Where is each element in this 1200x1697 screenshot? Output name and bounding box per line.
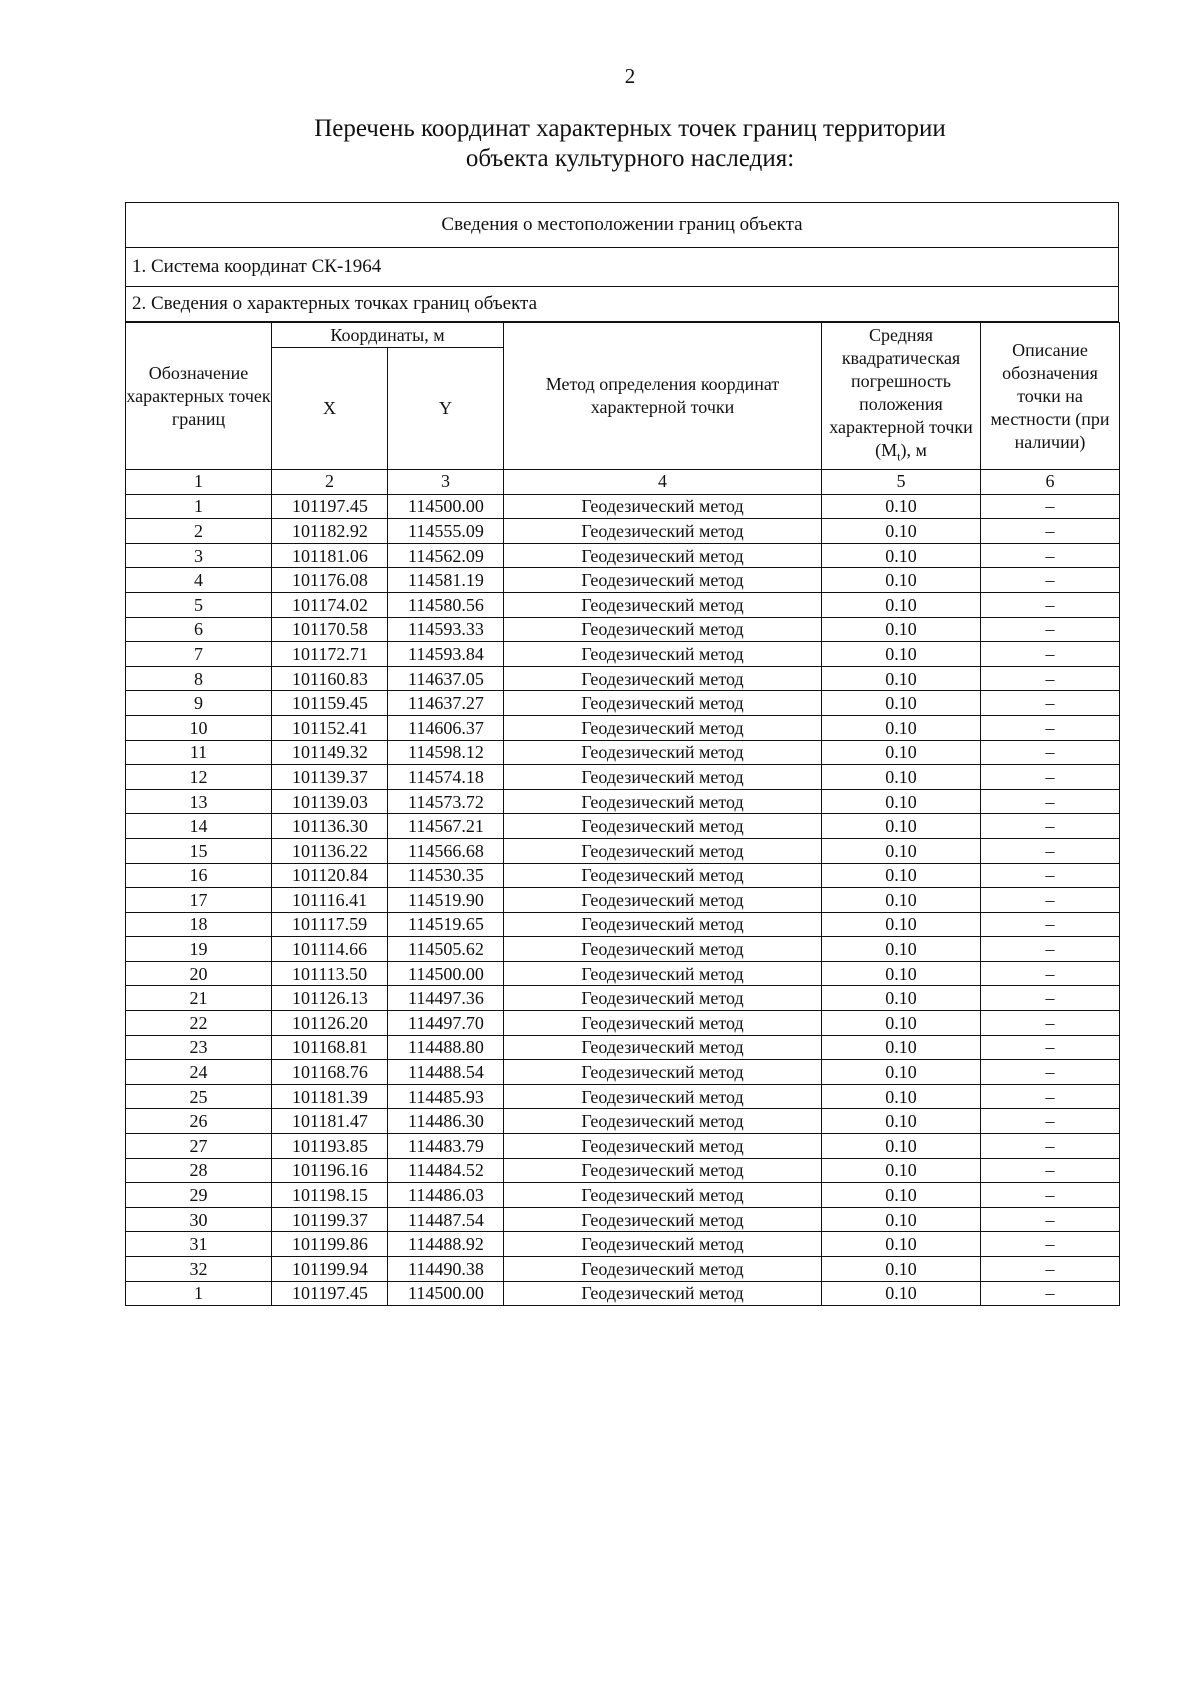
x-coordinate-cell: 101139.37 bbox=[272, 765, 388, 790]
x-coordinate-cell: 101199.37 bbox=[272, 1207, 388, 1232]
point-number-cell: 24 bbox=[126, 1060, 272, 1085]
error-cell: 0.10 bbox=[822, 986, 981, 1011]
method-cell: Геодезический метод bbox=[504, 642, 822, 667]
point-number-cell: 4 bbox=[126, 568, 272, 593]
method-cell: Геодезический метод bbox=[504, 617, 822, 642]
error-cell: 0.10 bbox=[822, 519, 981, 544]
document-title bbox=[0, 114, 1200, 174]
x-coordinate-cell: 101126.20 bbox=[272, 1011, 388, 1036]
x-coordinate-cell: 101160.83 bbox=[272, 666, 388, 691]
error-cell: 0.10 bbox=[822, 1158, 981, 1183]
point-number-cell: 21 bbox=[126, 986, 272, 1011]
error-cell: 0.10 bbox=[822, 494, 981, 519]
page-number: 2 bbox=[624, 64, 636, 88]
x-coordinate-cell: 101149.32 bbox=[272, 740, 388, 765]
description-cell: – bbox=[981, 1281, 1120, 1306]
table-row bbox=[126, 592, 1120, 617]
y-coordinate-cell: 114593.84 bbox=[388, 642, 504, 667]
method-cell: Геодезический метод bbox=[504, 592, 822, 617]
y-coordinate-cell: 114485.93 bbox=[388, 1084, 504, 1109]
col-y-header: Y bbox=[388, 348, 504, 470]
point-number-cell: 30 bbox=[126, 1207, 272, 1232]
error-cell: 0.10 bbox=[822, 1084, 981, 1109]
table-row bbox=[126, 1084, 1120, 1109]
description-cell: – bbox=[981, 789, 1120, 814]
point-number-cell: 29 bbox=[126, 1183, 272, 1208]
y-coordinate-cell: 114488.92 bbox=[388, 1232, 504, 1257]
method-cell: Геодезический метод bbox=[504, 568, 822, 593]
method-cell: Геодезический метод bbox=[504, 543, 822, 568]
error-cell: 0.10 bbox=[822, 592, 981, 617]
col-number: 4 bbox=[504, 470, 822, 495]
col-designation-header: Обозначение характерных точек границ bbox=[126, 323, 272, 470]
method-cell: Геодезический метод bbox=[504, 1134, 822, 1159]
x-coordinate-cell: 101199.86 bbox=[272, 1232, 388, 1257]
error-cell: 0.10 bbox=[822, 691, 981, 716]
description-cell: – bbox=[981, 494, 1120, 519]
title-line-1: Перечень координат характерных точек границ территории bbox=[314, 115, 946, 142]
y-coordinate-cell: 114637.05 bbox=[388, 666, 504, 691]
table-row bbox=[126, 863, 1120, 888]
point-number-cell: 26 bbox=[126, 1109, 272, 1134]
table-row bbox=[126, 494, 1120, 519]
method-cell: Геодезический метод bbox=[504, 986, 822, 1011]
y-coordinate-cell: 114488.80 bbox=[388, 1035, 504, 1060]
description-cell: – bbox=[981, 986, 1120, 1011]
y-coordinate-cell: 114483.79 bbox=[388, 1134, 504, 1159]
description-cell: – bbox=[981, 961, 1120, 986]
point-number-cell: 11 bbox=[126, 740, 272, 765]
table-row bbox=[126, 912, 1120, 937]
table-row bbox=[126, 789, 1120, 814]
y-coordinate-cell: 114500.00 bbox=[388, 961, 504, 986]
point-number-cell: 16 bbox=[126, 863, 272, 888]
method-cell: Геодезический метод bbox=[504, 740, 822, 765]
point-number-cell: 8 bbox=[126, 666, 272, 691]
method-cell: Геодезический метод bbox=[504, 1084, 822, 1109]
table-row bbox=[126, 715, 1120, 740]
point-number-cell: 10 bbox=[126, 715, 272, 740]
col-number: 1 bbox=[126, 470, 272, 495]
method-cell: Геодезический метод bbox=[504, 937, 822, 962]
description-cell: – bbox=[981, 740, 1120, 765]
table-row bbox=[126, 740, 1120, 765]
table-row bbox=[126, 519, 1120, 544]
error-cell: 0.10 bbox=[822, 1207, 981, 1232]
y-coordinate-cell: 114566.68 bbox=[388, 838, 504, 863]
point-number-cell: 14 bbox=[126, 814, 272, 839]
x-coordinate-cell: 101181.39 bbox=[272, 1084, 388, 1109]
x-coordinate-cell: 101198.15 bbox=[272, 1183, 388, 1208]
error-cell: 0.10 bbox=[822, 1257, 981, 1282]
point-number-cell: 22 bbox=[126, 1011, 272, 1036]
y-coordinate-cell: 114497.36 bbox=[388, 986, 504, 1011]
title-line-2: объекта культурного наследия: bbox=[465, 145, 795, 172]
error-cell: 0.10 bbox=[822, 666, 981, 691]
error-cell: 0.10 bbox=[822, 568, 981, 593]
x-coordinate-cell: 101193.85 bbox=[272, 1134, 388, 1159]
description-cell: – bbox=[981, 1257, 1120, 1282]
description-cell: – bbox=[981, 838, 1120, 863]
col-number: 3 bbox=[388, 470, 504, 495]
x-coordinate-cell: 101197.45 bbox=[272, 1281, 388, 1306]
point-number-cell: 32 bbox=[126, 1257, 272, 1282]
table-row bbox=[126, 666, 1120, 691]
x-coordinate-cell: 101116.41 bbox=[272, 888, 388, 913]
y-coordinate-cell: 114487.54 bbox=[388, 1207, 504, 1232]
method-cell: Геодезический метод bbox=[504, 519, 822, 544]
y-coordinate-cell: 114519.90 bbox=[388, 888, 504, 913]
y-coordinate-cell: 114574.18 bbox=[388, 765, 504, 790]
method-cell: Геодезический метод bbox=[504, 1281, 822, 1306]
x-coordinate-cell: 101136.22 bbox=[272, 838, 388, 863]
description-cell: – bbox=[981, 1134, 1120, 1159]
point-number-cell: 7 bbox=[126, 642, 272, 667]
error-cell: 0.10 bbox=[822, 888, 981, 913]
method-cell: Геодезический метод bbox=[504, 1158, 822, 1183]
table-row bbox=[126, 1011, 1120, 1036]
coordinates-rows bbox=[126, 494, 1120, 1306]
table-row bbox=[126, 1134, 1120, 1159]
method-cell: Геодезический метод bbox=[504, 1257, 822, 1282]
table-row bbox=[126, 1060, 1120, 1085]
error-cell: 0.10 bbox=[822, 789, 981, 814]
description-cell: – bbox=[981, 814, 1120, 839]
x-coordinate-cell: 101114.66 bbox=[272, 937, 388, 962]
method-cell: Геодезический метод bbox=[504, 1035, 822, 1060]
point-number-cell: 17 bbox=[126, 888, 272, 913]
col-number: 2 bbox=[272, 470, 388, 495]
x-coordinate-cell: 101196.16 bbox=[272, 1158, 388, 1183]
point-number-cell: 31 bbox=[126, 1232, 272, 1257]
error-cell: 0.10 bbox=[822, 715, 981, 740]
table-row bbox=[126, 1183, 1120, 1208]
error-cell: 0.10 bbox=[822, 1011, 981, 1036]
description-cell: – bbox=[981, 1183, 1120, 1208]
y-coordinate-cell: 114562.09 bbox=[388, 543, 504, 568]
table-row bbox=[126, 568, 1120, 593]
error-cell: 0.10 bbox=[822, 937, 981, 962]
y-coordinate-cell: 114598.12 bbox=[388, 740, 504, 765]
col-coordinates-header: Координаты, м bbox=[272, 323, 504, 348]
y-coordinate-cell: 114567.21 bbox=[388, 814, 504, 839]
x-coordinate-cell: 101159.45 bbox=[272, 691, 388, 716]
method-cell: Геодезический метод bbox=[504, 666, 822, 691]
x-coordinate-cell: 101168.81 bbox=[272, 1035, 388, 1060]
point-number-cell: 1 bbox=[126, 1281, 272, 1306]
x-coordinate-cell: 101176.08 bbox=[272, 568, 388, 593]
y-coordinate-cell: 114484.52 bbox=[388, 1158, 504, 1183]
x-coordinate-cell: 101174.02 bbox=[272, 592, 388, 617]
coordinates-sheet bbox=[125, 202, 1119, 1306]
description-cell: – bbox=[981, 666, 1120, 691]
point-number-cell: 15 bbox=[126, 838, 272, 863]
point-number-cell: 20 bbox=[126, 961, 272, 986]
y-coordinate-cell: 114488.54 bbox=[388, 1060, 504, 1085]
y-coordinate-cell: 114519.65 bbox=[388, 912, 504, 937]
error-cell: 0.10 bbox=[822, 912, 981, 937]
description-cell: – bbox=[981, 863, 1120, 888]
method-cell: Геодезический метод bbox=[504, 1207, 822, 1232]
description-cell: – bbox=[981, 1158, 1120, 1183]
x-coordinate-cell: 101181.47 bbox=[272, 1109, 388, 1134]
col-number: 5 bbox=[822, 470, 981, 495]
table-row bbox=[126, 961, 1120, 986]
description-cell: – bbox=[981, 519, 1120, 544]
error-cell: 0.10 bbox=[822, 1035, 981, 1060]
table-row bbox=[126, 543, 1120, 568]
method-cell: Геодезический метод bbox=[504, 691, 822, 716]
table-row bbox=[126, 765, 1120, 790]
point-number-cell: 5 bbox=[126, 592, 272, 617]
method-cell: Геодезический метод bbox=[504, 1232, 822, 1257]
point-number-cell: 18 bbox=[126, 912, 272, 937]
col-x-header: X bbox=[272, 348, 388, 470]
x-coordinate-cell: 101172.71 bbox=[272, 642, 388, 667]
table-row bbox=[126, 1207, 1120, 1232]
x-coordinate-cell: 101152.41 bbox=[272, 715, 388, 740]
col-method-header: Метод определения координат характерной точки bbox=[504, 323, 822, 470]
method-cell: Геодезический метод bbox=[504, 715, 822, 740]
description-cell: – bbox=[981, 1035, 1120, 1060]
x-coordinate-cell: 101197.45 bbox=[272, 494, 388, 519]
point-number-cell: 19 bbox=[126, 937, 272, 962]
description-cell: – bbox=[981, 642, 1120, 667]
col-description-header: Описание обозначения точки на местности (при наличии) bbox=[981, 323, 1120, 470]
method-cell: Геодезический метод bbox=[504, 1011, 822, 1036]
point-number-cell: 25 bbox=[126, 1084, 272, 1109]
error-cell: 0.10 bbox=[822, 1060, 981, 1085]
x-coordinate-cell: 101139.03 bbox=[272, 789, 388, 814]
table-row bbox=[126, 888, 1120, 913]
section-header: Сведения о местоположении границ объекта bbox=[126, 203, 1119, 248]
description-cell: – bbox=[981, 568, 1120, 593]
y-coordinate-cell: 114581.19 bbox=[388, 568, 504, 593]
description-cell: – bbox=[981, 715, 1120, 740]
y-coordinate-cell: 114500.00 bbox=[388, 494, 504, 519]
x-coordinate-cell: 101181.06 bbox=[272, 543, 388, 568]
method-cell: Геодезический метод bbox=[504, 912, 822, 937]
error-cell: 0.10 bbox=[822, 1183, 981, 1208]
description-cell: – bbox=[981, 543, 1120, 568]
point-number-cell: 6 bbox=[126, 617, 272, 642]
point-number-cell: 28 bbox=[126, 1158, 272, 1183]
method-cell: Геодезический метод bbox=[504, 1109, 822, 1134]
description-cell: – bbox=[981, 1011, 1120, 1036]
description-cell: – bbox=[981, 912, 1120, 937]
description-cell: – bbox=[981, 617, 1120, 642]
x-coordinate-cell: 101170.58 bbox=[272, 617, 388, 642]
method-cell: Геодезический метод bbox=[504, 789, 822, 814]
error-cell: 0.10 bbox=[822, 617, 981, 642]
y-coordinate-cell: 114573.72 bbox=[388, 789, 504, 814]
table-row bbox=[126, 1232, 1120, 1257]
table-row bbox=[126, 1257, 1120, 1282]
error-cell: 0.10 bbox=[822, 642, 981, 667]
y-coordinate-cell: 114497.70 bbox=[388, 1011, 504, 1036]
description-cell: – bbox=[981, 888, 1120, 913]
y-coordinate-cell: 114500.00 bbox=[388, 1281, 504, 1306]
description-cell: – bbox=[981, 1207, 1120, 1232]
table-row bbox=[126, 691, 1120, 716]
error-cell: 0.10 bbox=[822, 1281, 981, 1306]
method-cell: Геодезический метод bbox=[504, 814, 822, 839]
method-cell: Геодезический метод bbox=[504, 1183, 822, 1208]
y-coordinate-cell: 114606.37 bbox=[388, 715, 504, 740]
error-cell: 0.10 bbox=[822, 814, 981, 839]
x-coordinate-cell: 101136.30 bbox=[272, 814, 388, 839]
table-row bbox=[126, 838, 1120, 863]
error-cell: 0.10 bbox=[822, 543, 981, 568]
point-number-cell: 12 bbox=[126, 765, 272, 790]
col-error-header: Средняя квадратическая погрешность положения характерной точки $(M_t)$, м bbox=[822, 323, 981, 470]
point-number-cell: 9 bbox=[126, 691, 272, 716]
point-number-cell: 27 bbox=[126, 1134, 272, 1159]
section-table bbox=[125, 202, 1119, 322]
description-cell: – bbox=[981, 937, 1120, 962]
x-coordinate-cell: 101182.92 bbox=[272, 519, 388, 544]
error-cell: 0.10 bbox=[822, 863, 981, 888]
description-cell: – bbox=[981, 1232, 1120, 1257]
table-row bbox=[126, 986, 1120, 1011]
error-cell: 0.10 bbox=[822, 765, 981, 790]
x-coordinate-cell: 101199.94 bbox=[272, 1257, 388, 1282]
y-coordinate-cell: 114490.38 bbox=[388, 1257, 504, 1282]
table-row bbox=[126, 1035, 1120, 1060]
table-row bbox=[126, 937, 1120, 962]
point-number-cell: 1 bbox=[126, 494, 272, 519]
y-coordinate-cell: 114593.33 bbox=[388, 617, 504, 642]
point-number-cell: 13 bbox=[126, 789, 272, 814]
coordinate-system: 1. Система координат СК-1964 bbox=[126, 248, 1119, 287]
method-cell: Геодезический метод bbox=[504, 765, 822, 790]
y-coordinate-cell: 114530.35 bbox=[388, 863, 504, 888]
point-number-cell: 23 bbox=[126, 1035, 272, 1060]
table-row bbox=[126, 1158, 1120, 1183]
coordinates-table bbox=[125, 322, 1120, 1306]
description-cell: – bbox=[981, 1084, 1120, 1109]
error-cell: 0.10 bbox=[822, 838, 981, 863]
description-cell: – bbox=[981, 765, 1120, 790]
error-cell: 0.10 bbox=[822, 961, 981, 986]
x-coordinate-cell: 101120.84 bbox=[272, 863, 388, 888]
method-cell: Геодезический метод bbox=[504, 1060, 822, 1085]
table-row bbox=[126, 642, 1120, 667]
method-cell: Геодезический метод bbox=[504, 838, 822, 863]
method-cell: Геодезический метод bbox=[504, 863, 822, 888]
x-coordinate-cell: 101113.50 bbox=[272, 961, 388, 986]
table-row bbox=[126, 617, 1120, 642]
x-coordinate-cell: 101168.76 bbox=[272, 1060, 388, 1085]
description-cell: – bbox=[981, 691, 1120, 716]
x-coordinate-cell: 101126.13 bbox=[272, 986, 388, 1011]
y-coordinate-cell: 114580.56 bbox=[388, 592, 504, 617]
method-cell: Геодезический метод bbox=[504, 888, 822, 913]
error-cell: 0.10 bbox=[822, 1232, 981, 1257]
y-coordinate-cell: 114505.62 bbox=[388, 937, 504, 962]
point-number-cell: 2 bbox=[126, 519, 272, 544]
point-number-cell: 3 bbox=[126, 543, 272, 568]
points-header: 2. Сведения о характерных точках границ объекта bbox=[126, 287, 1119, 322]
description-cell: – bbox=[981, 1109, 1120, 1134]
y-coordinate-cell: 114486.03 bbox=[388, 1183, 504, 1208]
method-cell: Геодезический метод bbox=[504, 961, 822, 986]
col-number: 6 bbox=[981, 470, 1120, 495]
table-row bbox=[126, 814, 1120, 839]
y-coordinate-cell: 114486.30 bbox=[388, 1109, 504, 1134]
y-coordinate-cell: 114637.27 bbox=[388, 691, 504, 716]
error-cell: 0.10 bbox=[822, 740, 981, 765]
method-cell: Геодезический метод bbox=[504, 494, 822, 519]
table-row bbox=[126, 1281, 1120, 1306]
description-cell: – bbox=[981, 1060, 1120, 1085]
x-coordinate-cell: 101117.59 bbox=[272, 912, 388, 937]
table-row bbox=[126, 1109, 1120, 1134]
error-cell: 0.10 bbox=[822, 1109, 981, 1134]
error-cell: 0.10 bbox=[822, 1134, 981, 1159]
y-coordinate-cell: 114555.09 bbox=[388, 519, 504, 544]
description-cell: – bbox=[981, 592, 1120, 617]
